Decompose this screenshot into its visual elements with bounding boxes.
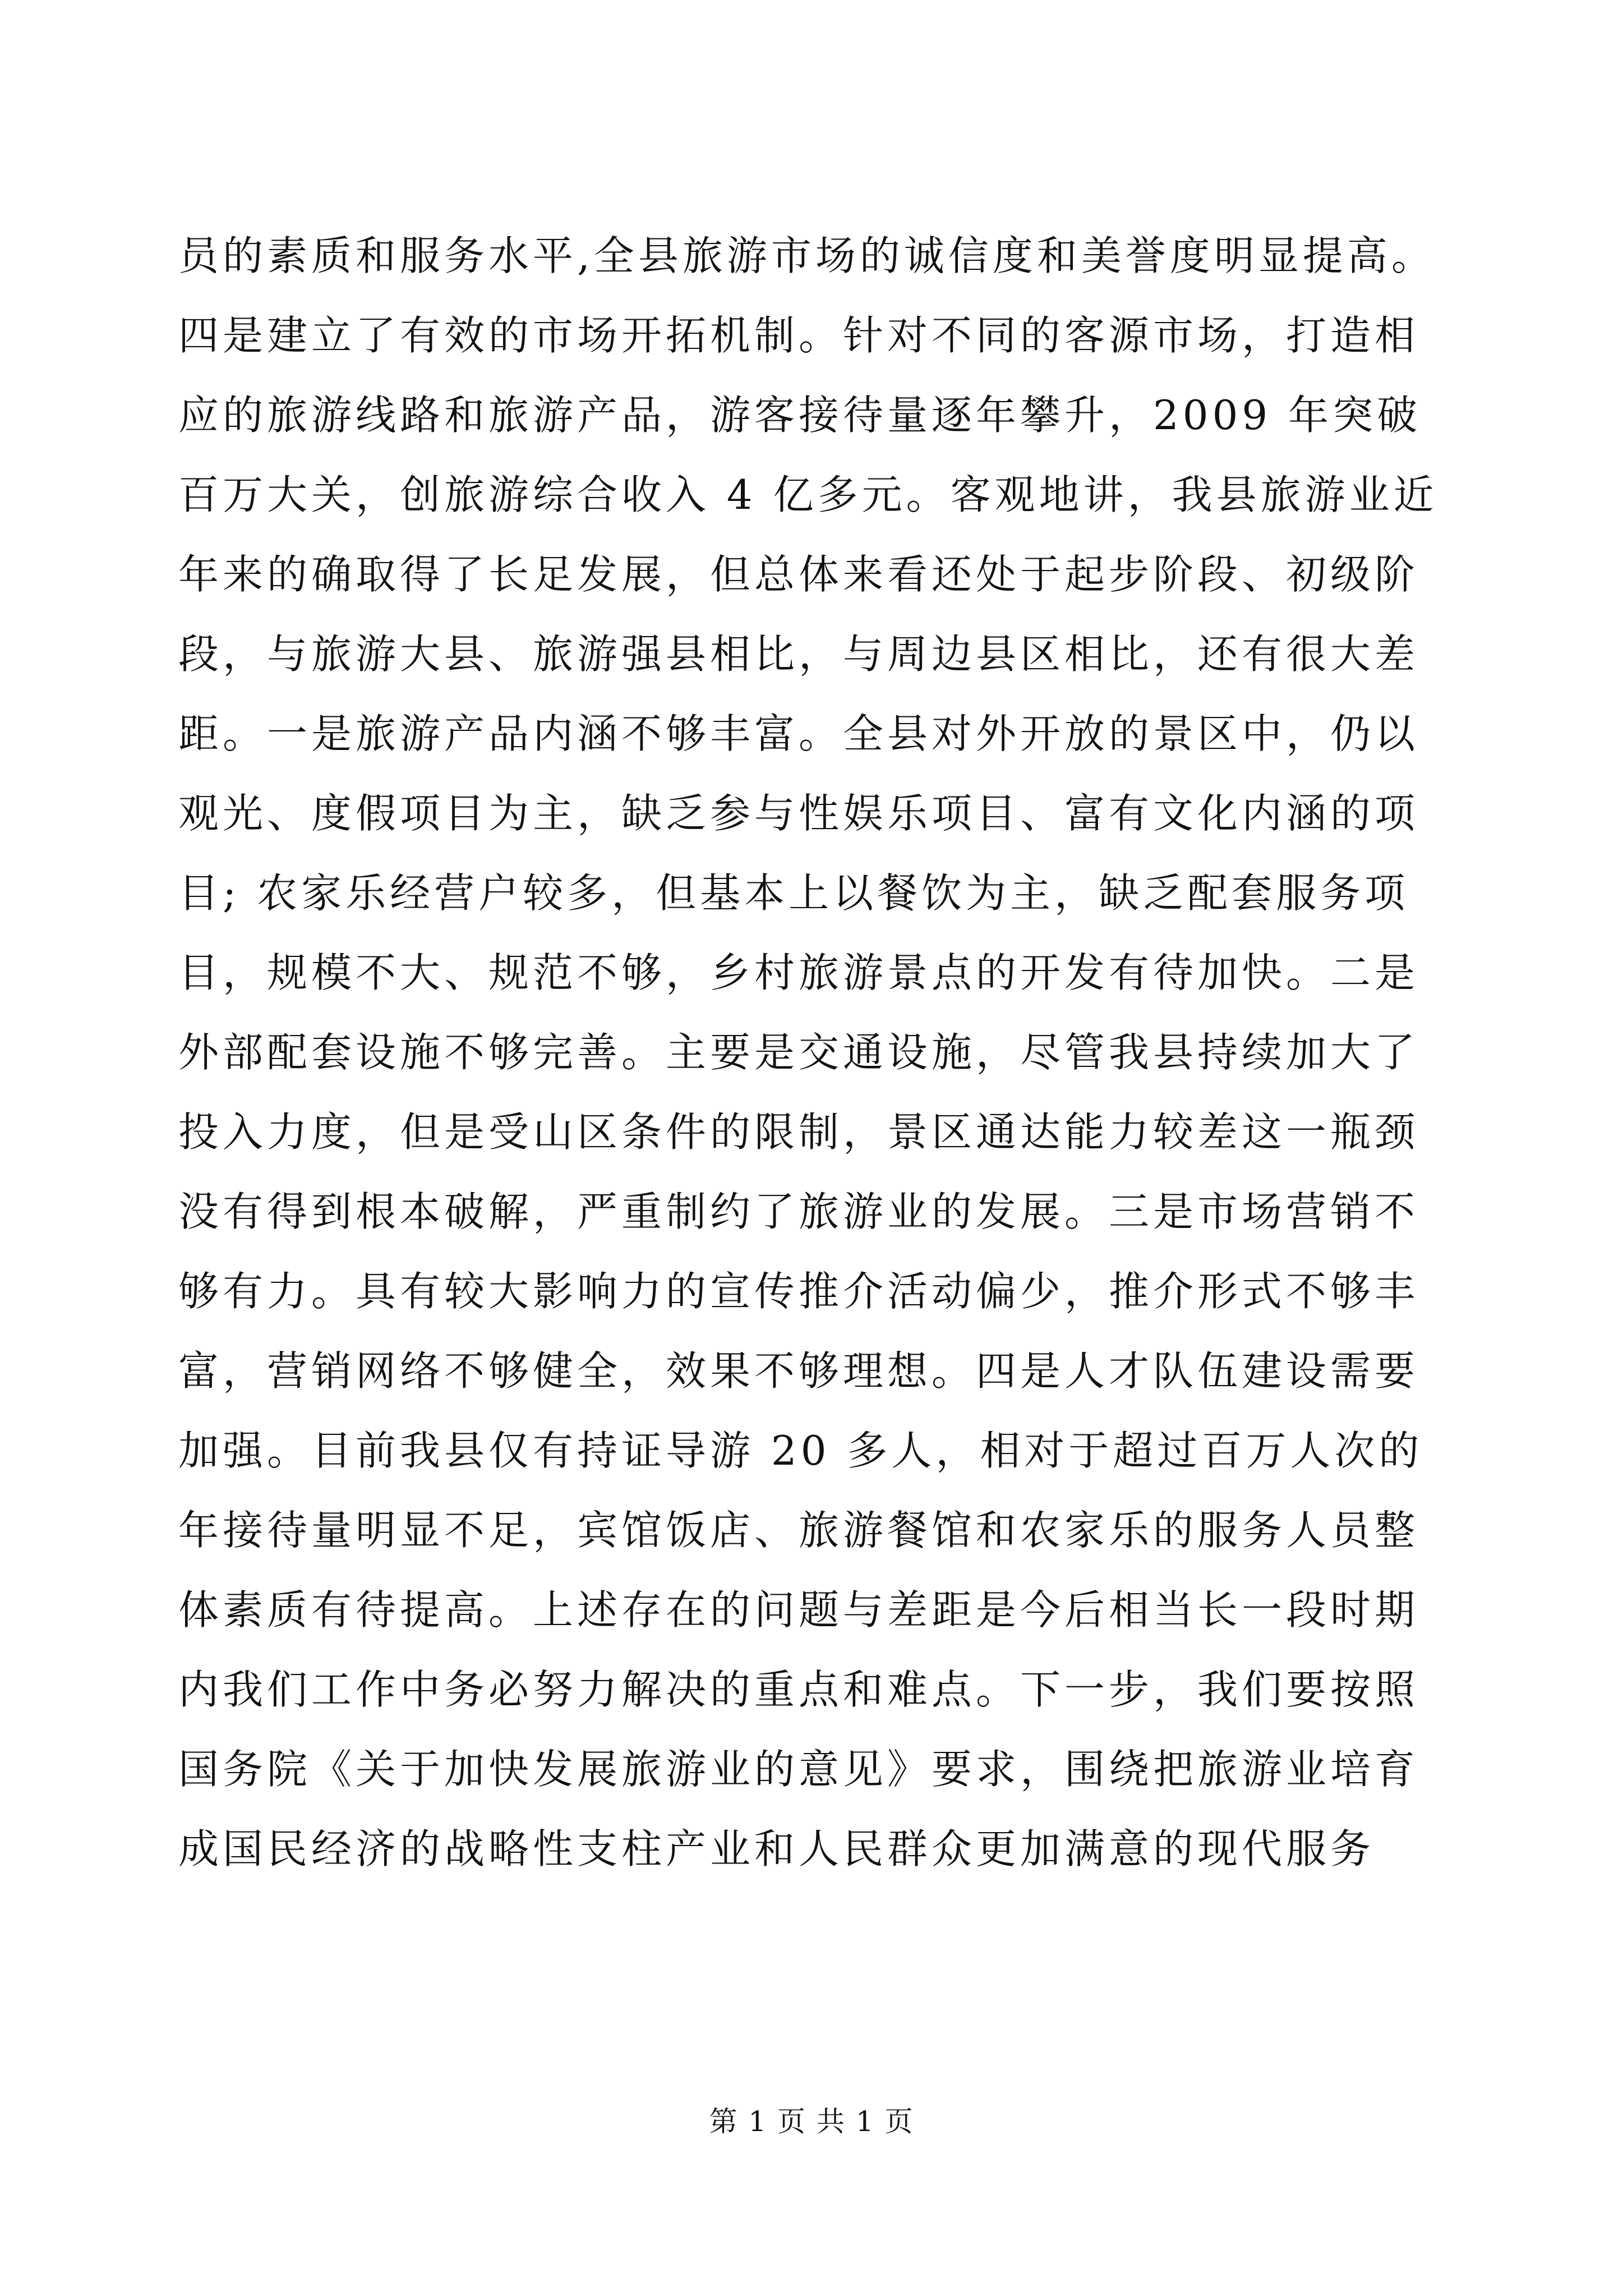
text-line: 距。一是旅游产品内涵不够丰富。全县对外开放的景区中，仍以 bbox=[178, 710, 1419, 757]
text-line: 外部配套设施不够完善。主要是交通设施，尽管我县持续加大了 bbox=[178, 1029, 1419, 1076]
text-line: 加强。目前我县仅有持证导游 20 多人，相对于超过百万人次的 bbox=[178, 1427, 1423, 1474]
body-text bbox=[178, 216, 1463, 1889]
text-line: 投入力度，但是受山区条件的限制，景区通达能力较差这一瓶颈 bbox=[178, 1108, 1419, 1156]
text-line: 观光、度假项目为主，缺乏参与性娱乐项目、富有文化内涵的项 bbox=[178, 790, 1419, 837]
text-line: 百万大关，创旅游综合收入 4 亿多元。客观地讲，我县旅游业近 bbox=[178, 471, 1438, 518]
text-line: 够有力。具有较大影响力的宣传推介活动偏少，推介形式不够丰 bbox=[178, 1268, 1419, 1315]
text-line: 员的素质和服务水平,全县旅游市场的诚信度和美誉度明显提高。 bbox=[178, 232, 1436, 279]
text-line: 四是建立了有效的市场开拓机制。针对不同的客源市场，打造相 bbox=[178, 312, 1419, 359]
text-line: 应的旅游线路和旅游产品，游客接待量逐年攀升，2009 年突破 bbox=[178, 392, 1422, 439]
page-number-footer: 第 1 页 共 1 页 bbox=[709, 2105, 914, 2138]
text-line: 年来的确取得了长足发展，但总体来看还处于起步阶段、初级阶 bbox=[178, 551, 1419, 598]
text-line: 富，营销网络不够健全，效果不够理想。四是人才队伍建设需要 bbox=[178, 1347, 1419, 1395]
text-line: 国务院《关于加快发展旅游业的意见》要求，围绕把旅游业培育 bbox=[178, 1746, 1419, 1793]
text-line: 成国民经济的战略性支柱产业和人民群众更加满意的现代服务 bbox=[178, 1825, 1375, 1872]
text-line: 内我们工作中务必努力解决的重点和难点。下一步，我们要按照 bbox=[178, 1666, 1419, 1713]
text-line: 段，与旅游大县、旅游强县相比，与周边县区相比，还有很大差 bbox=[178, 631, 1419, 678]
text-line: 体素质有待提高。上述存在的问题与差距是今后相当长一段时期 bbox=[178, 1586, 1419, 1634]
text-line: 年接待量明显不足，宾馆饭店、旅游餐馆和农家乐的服务人员整 bbox=[178, 1507, 1419, 1554]
text-line: 目; 农家乐经营户较多，但基本上以餐饮为主，缺乏配套服务项 bbox=[178, 869, 1409, 917]
text-line: 目，规模不大、规范不够，乡村旅游景点的开发有待加快。二是 bbox=[178, 949, 1419, 996]
text-line: 没有得到根本破解，严重制约了旅游业的发展。三是市场营销不 bbox=[178, 1188, 1419, 1235]
